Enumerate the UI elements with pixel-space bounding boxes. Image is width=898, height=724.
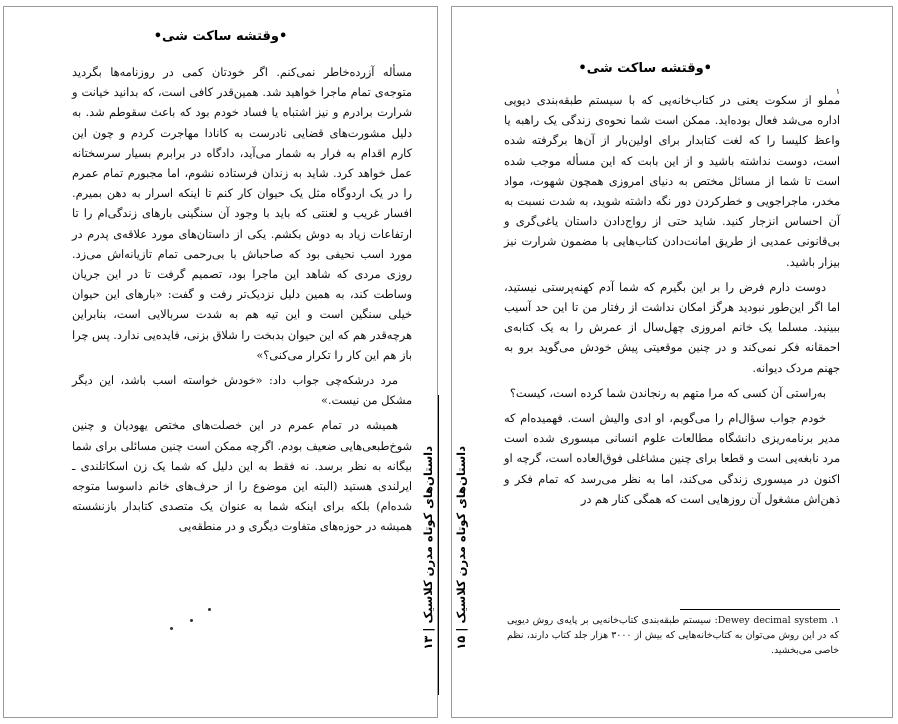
right-page (451, 6, 893, 718)
running-header: •وقتشه ساکت شی• (153, 29, 288, 44)
footnote: ۱. Dewey decimal system: سیستم طبقه‌بندی کتاب‌خانه‌یی بر پایه‌ی روش دیویی که در این روش می‌توان به کتاب‌خانه‌هایی که بیش از ۳۰۰۰ هزار جلد کتاب دارند، نظم خاصی می‌بخشید. (507, 615, 839, 656)
paragraph (504, 91, 840, 273)
paragraph: مسأله آزرده‌خاطر نمی‌کنم. اگر خودتان کمی در روزنامه‌ها بگردید متوجه‌ی تمام ماجرا خواهید شد. همین‌قدر کافی است، که بدانید خیانت و شرارت برادرم و نیز اشتباه یا فساد خودم بود که باعث سقوطم شد. به دلیل مشورت‌های قضایی نادرست به کانادا مهاجرت کردم و چون این کارم اقدام به فرار به شمار می‌آید، دادگاه در برابرم بسیار سرسختانه عمل خواهد کرد. شاید به زندان فرستاده نشوم، اما مجبورم تمام عمرم را در یک اردوگاه مثل یک حیوان کار کنم تا اینکه اسرار به دهن بمیرم. افسار غریب و لعنتی که باید با وجود آن سنگینی بارهای زندگی‌ام را تا ارتفاعات زیاد به دوش بکشم. یکی از داستان‌های مورد علاقه‌ی پدرم در مورد اسب نحیفی بود که صاحباش با بی‌رحمی تمام تازیانه‌اش می‌زد. روزی مردی که شاهد این ماجرا بود، تصمیم گرفت تا در این جریان وساطت کند، به همین دلیل نزدیک‌تر رفت و گفت: «بارهای این حیوان خیلی سنگین است و این تیه هم به شدت سربالایی است، بنابراین هرچه‌قدر هم که این حیوان بدبخت را شلاق بزنی، فایده‌یی ندارد. پس چرا باز هم این کار را تکرار می‌کنی؟» (72, 66, 412, 362)
paragraph: خودم جواب سؤال‌ام را می‌گویم، او ادی والیش است. فهمیده‌ام که مدیر برنامه‌ریزی دانشگاه مطالعات علوم انسانی میسوری شده است مرد نابغه‌یی است و قطعا برای چنین مشاغلی فوق‌العاده است، گرچه او اکنون در میسوری زندگی می‌کند، اما به نظر می‌رسد که تمام فکر و ذهن‌اش مشغول آن روزهایی است که همگی کنار هم در (504, 412, 840, 506)
footnote-marker: ۱ (835, 87, 840, 96)
body-text (504, 91, 840, 515)
footnote-rule (680, 609, 840, 610)
spine-text: داستان‌های کوتاه مدرن کلاسیک | ۱۵ (454, 446, 468, 650)
paragraph: همیشه در تمام عمرم در این خصلت‌های مختص یهودیان و چنین شوخ‌طبعی‌هایی ضعیف بودم. اگرچه ممکن است چنین مسائلی برای شما بیگانه به نظر برسد. نه فقط به این دلیل که شما یک زن اسکاتلندی ـ ایرلندی هستید (البته این موضوع را از حرف‌های خانم داسوسا متوجه شده‌ام) بلکه برای اینکه شما به عنوان یک متصدی کتابدار بازنشسته همیشه در حوزه‌های متفاوت دیگری و در منطقه‌یی (72, 419, 412, 534)
spine-title-left (419, 390, 437, 706)
paragraph-text: مملو از سکوت یعنی در کتاب‌خانه‌یی که با سیستم طبقه‌بندی دیویی اداره می‌شد فعال بوده‌اید. ممکن است شما نحوه‌ی زندگی یک راهبه یا واعظ کلیسا را که لغت کتابدار برای اولین‌بار از آن‌ها برگرفته شده است، دوست نداشته باشید و از این بابت که این مسأله موجب شده است تا شما از مسائل مختص به دنیای امروزی همچون شهوت، مواد مخدر، ماجراجویی و خطرکردن دور نگه داشته شوید، به شدت نسبت به آن احساس انزجار کنید. شاید حتی از رواج‌دادن داستان یاغی‌گری و بی‌قانونی عمدیی از طریق امانت‌دادن کتاب‌هایی با مضمون شرارت نیز بیزار باشید. (504, 94, 840, 269)
body-text (72, 63, 412, 543)
ink-dot (190, 619, 193, 622)
spine-text: داستان‌های کوتاه مدرن کلاسیک | ۱۳ (421, 446, 435, 650)
ink-dot (208, 608, 211, 611)
paragraph: دوست دارم فرض را بر این بگیرم که شما آدم کهنه‌پرستی نیستید، اما اگر این‌طور نبودید هرگز امکان نداشت از رفتار من تا این حد آسیب ببینید. مسلما یک خانم امروزی چهل‌سال از عمرش را به یک کتابه‌ی احمقانه فکر نمی‌کند و در چنین موقعیتی پیش خودش می‌گوید برو به جهنم مردک دیوانه. (504, 280, 840, 375)
paragraph: مرد درشکه‌چی جواب داد: «خودش خواسته اسب باشد، این دیگر مشکل من نیست.» (72, 374, 412, 408)
spine-title-right (452, 390, 470, 706)
spine-rule (438, 395, 439, 695)
ink-dot (170, 627, 173, 630)
paragraph: به‌راستی آن کسی که مرا متهم به رنجاندن شما کرده است، کیست؟ (509, 386, 826, 400)
left-page (3, 6, 438, 718)
running-header: •وقتشه ساکت شی• (578, 61, 712, 76)
